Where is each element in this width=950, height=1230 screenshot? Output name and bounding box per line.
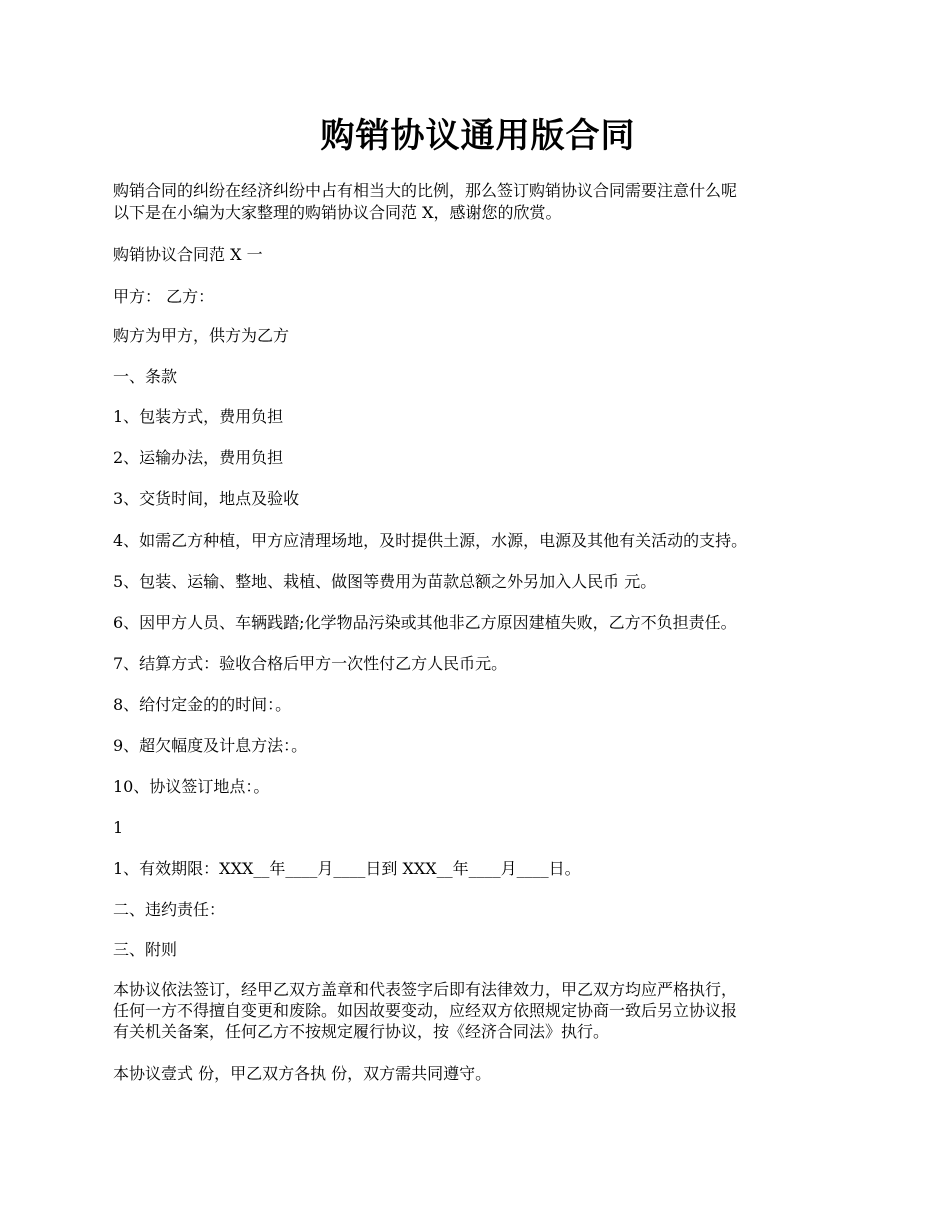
page-number: 1: [113, 818, 124, 837]
clause-item: 8、给付定金的的时间：。: [113, 695, 292, 714]
clause-item: 4、如需乙方种植，甲方应清理场地，及时提供土源，水源，电源及其他有关活动的支持。: [113, 531, 748, 550]
intro-line-2: 以下是在小编为大家整理的购销协议合同范 X，感谢您的欣赏。: [113, 203, 562, 222]
appendix-line-2: 任何一方不得擅自变更和废除。如因故要变动，应经双方依照规定协商一致后另立协议报: [113, 1001, 738, 1020]
clause-item: 6、因甲方人员、车辆践踏;化学物品污染或其他非乙方原因建植失败，乙方不负担责任。: [113, 613, 737, 632]
clause-item: 1、包装方式，费用负担: [113, 407, 284, 426]
appendix-line-1: 本协议依法签订，经甲乙双方盖章和代表签字后即有法律效力，甲乙双方均应严格执行，: [113, 980, 738, 999]
clause-item: 2、运输办法，费用负担: [113, 448, 284, 467]
sample-heading: 购销协议合同范 X 一: [113, 245, 263, 264]
document-title: 购销协议通用版合同: [320, 116, 636, 156]
clause-item: 7、结算方式：验收合格后甲方一次性付乙方人民币元。: [113, 654, 508, 673]
clause-item: 3、交货时间，地点及验收: [113, 489, 300, 508]
roles-line: 购方为甲方，供方为乙方: [113, 326, 290, 345]
intro-line-1: 购销合同的纠纷在经济纠纷中占有相当大的比例，那么签订购销协议合同需要注意什么呢: [113, 181, 738, 200]
parties-line: 甲方： 乙方：: [113, 287, 215, 306]
validity-line: 1、有效期限：XXX__年____月____日到 XXX__年____月____日。: [113, 859, 581, 878]
section-heading-breach: 二、违约责任：: [113, 900, 226, 919]
clause-item: 9、超欠幅度及计息方法：。: [113, 736, 308, 755]
section-heading-appendix: 三、附则: [113, 940, 178, 959]
appendix-line-3: 有关机关备案，任何乙方不按规定履行协议，按《经济合同法》执行。: [113, 1022, 610, 1041]
copies-line: 本协议壹式 份，甲乙双方各执 份，双方需共同遵守。: [113, 1064, 492, 1083]
clause-item: 5、包装、运输、整地、栽植、做图等费用为苗款总额之外另加入人民币 元。: [113, 572, 657, 591]
clause-item: 10、协议签订地点：。: [113, 777, 270, 796]
section-heading-clauses: 一、条款: [113, 367, 178, 386]
